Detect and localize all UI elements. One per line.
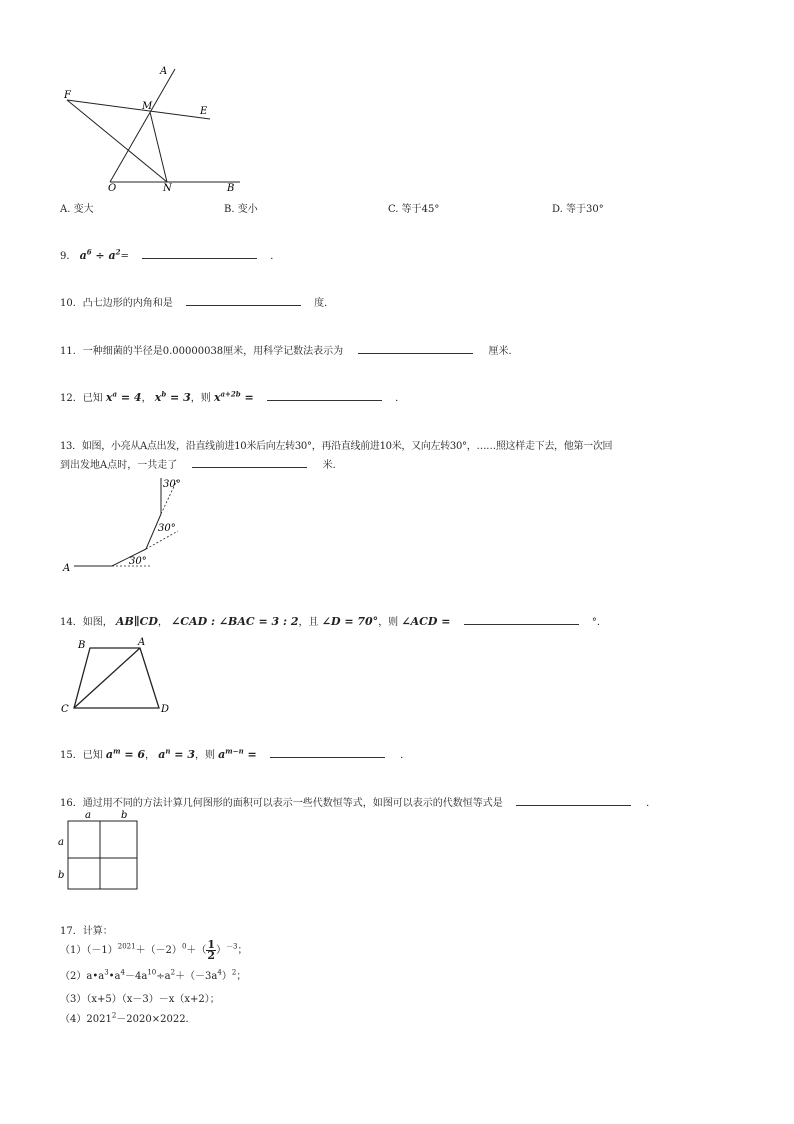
- q8-option-b: B. 变小: [224, 204, 258, 215]
- fig14-label-C: C: [61, 704, 69, 715]
- question-17-part1: $(1)(-1)^{2021}+(-2)^0+$（ $\frac{1}{2}$ ）$^{-3}$；: [60, 938, 248, 962]
- question-11: 11．一种细菌的半径是0.00000038厘米，用科学记数法表示为 厘米．: [60, 346, 519, 357]
- question-17-part3: （3）（x+5）（x－3）－x（x+2）；: [60, 994, 220, 1005]
- q8-option-a: A. 变大: [60, 204, 94, 215]
- fig16-left-b: b: [58, 870, 65, 881]
- q9-answer-blank[interactable]: [142, 257, 257, 259]
- fig8-label-E: E: [200, 106, 208, 117]
- figure-q16: [55, 808, 145, 892]
- question-12: 12．已知 $x^a = 4$， $x^b = 3$，则 $x^{a+2b}$ = ．: [60, 389, 406, 404]
- fig8-label-M: M: [142, 101, 153, 112]
- question-13-line1: 13．如图，小亮从A点出发，沿直线前进10米后向左转30°，再沿直线前进10米，又向左转30°，……照这样走下去，他第一次回: [60, 441, 613, 452]
- question-14: 14．如图， AB∥CD， ∠CAD : ∠BAC = 3 : 2，且 ∠D = 70°，则 ∠ACD = °．: [60, 615, 607, 628]
- fig16-top-b: b: [121, 810, 128, 821]
- q15-answer-blank[interactable]: [270, 756, 385, 758]
- fig16-left-a: a: [58, 837, 64, 848]
- q13-answer-blank[interactable]: [192, 466, 307, 468]
- question-16: 16．通过用不同的方法计算几何图形的面积可以表示一些代数恒等式，如图可以表示的代数恒等式是 ．: [60, 798, 657, 809]
- fig13-angle-1: 30°: [129, 556, 147, 567]
- q10-answer-blank[interactable]: [186, 304, 301, 306]
- fig14-label-D: D: [161, 704, 170, 715]
- question-17-part4: $(4)2021^2-2020\times 2022$．: [60, 1011, 196, 1025]
- q8-option-c: C. 等于45°: [388, 204, 440, 215]
- fig8-label-F: F: [64, 90, 71, 101]
- q11-answer-blank[interactable]: [358, 352, 473, 354]
- q16-answer-blank[interactable]: [516, 804, 631, 806]
- question-15: 15．已知 $a^m = 6$， $a^n = 3$，则 $a^{m-n}$ = ．: [60, 746, 411, 761]
- fig16-top-a: a: [85, 810, 91, 821]
- fig8-label-B: B: [227, 183, 235, 194]
- fig14-label-B: B: [78, 640, 86, 651]
- figure-q8: [55, 62, 245, 194]
- q14-answer-blank[interactable]: [464, 623, 579, 625]
- figure-q14: [60, 634, 180, 716]
- fig8-label-A: A: [160, 66, 168, 77]
- fig13-angle-3: 30°: [163, 479, 181, 490]
- fraction-one-half: $\frac{1}{2}$: [207, 938, 216, 962]
- question-9: 9． $a^6 \div a^2=$ ．: [60, 247, 281, 262]
- question-10: 10．凸七边形的内角和是 度．: [60, 298, 335, 309]
- figure-q13: [60, 474, 200, 578]
- q8-option-d: D. 等于30°: [552, 204, 604, 215]
- fig13-label-A: A: [63, 563, 71, 574]
- fig8-label-O: O: [108, 183, 117, 194]
- q12-answer-blank[interactable]: [267, 399, 382, 401]
- fig13-angle-2: 30°: [158, 523, 176, 534]
- question-17-part2: $(2)a•a^3•a^4-4a^{10}\div a^2+(-3a^4)^2$；: [60, 968, 247, 982]
- question-13-line2: 到出发地A点时，一共走了 米．: [60, 460, 343, 471]
- fig8-label-N: N: [163, 183, 172, 194]
- question-17-title: 17．计算：: [60, 926, 113, 937]
- fig14-label-A: A: [138, 637, 146, 648]
